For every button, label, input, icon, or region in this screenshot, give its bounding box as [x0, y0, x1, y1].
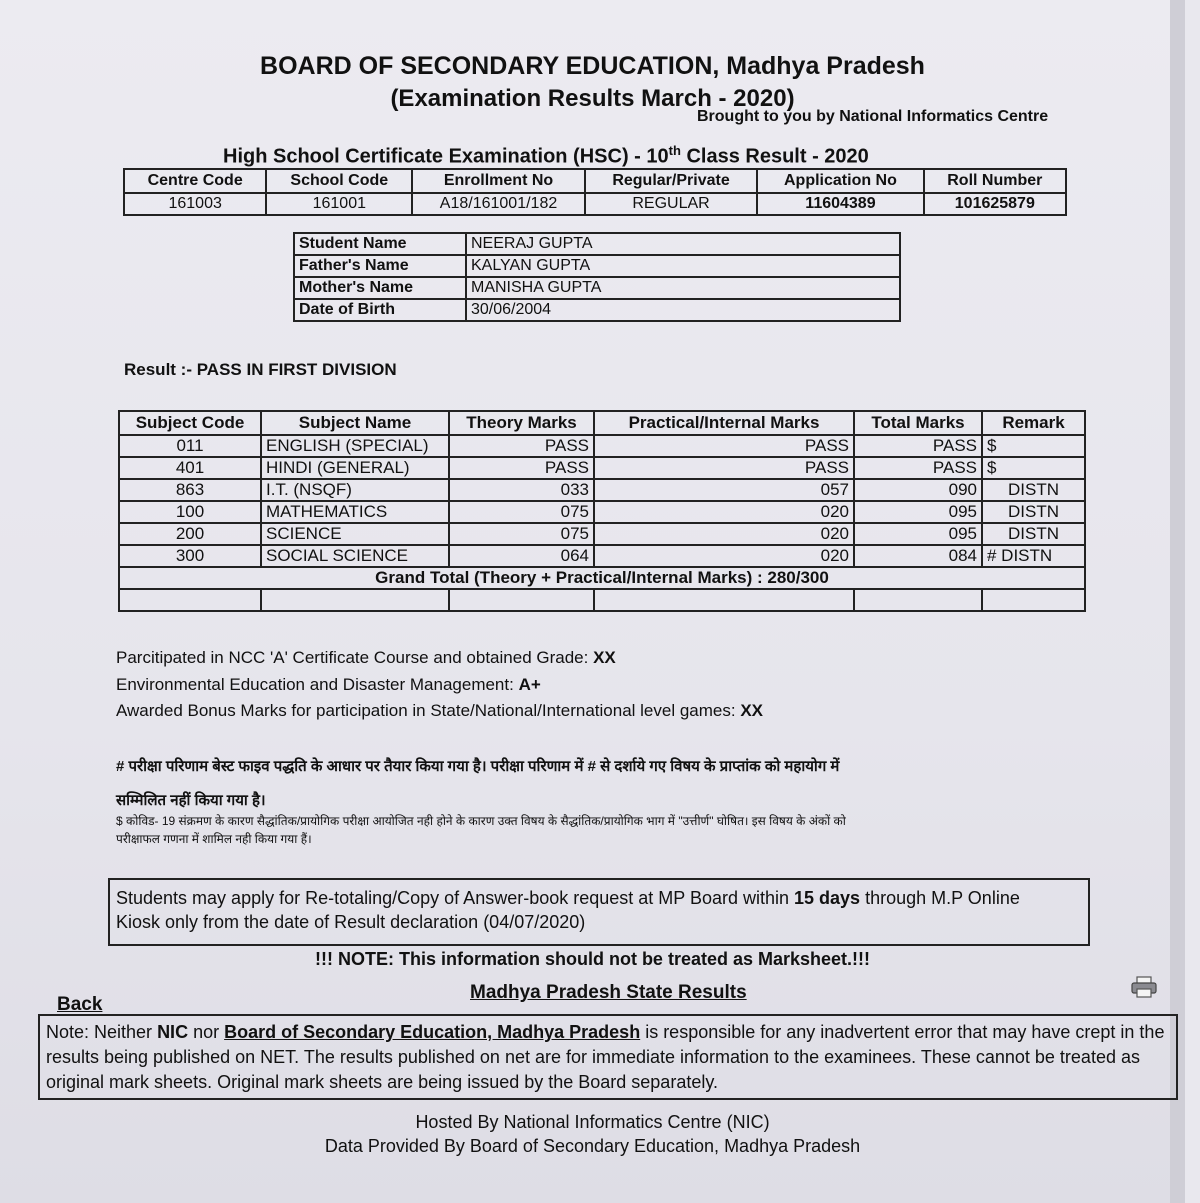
brought-by-text: Brought to you by National Informatics Centre [697, 108, 1049, 125]
practical-marks: PASS [594, 457, 854, 479]
practical-marks: PASS [594, 435, 854, 457]
data-provided-by: Data Provided By Board of Secondary Education, Madhya Pradesh [324, 1136, 861, 1156]
codes-header: Enrollment No [412, 169, 585, 193]
marks-header: Remark [982, 411, 1085, 435]
codes-header: Regular/Private [585, 169, 757, 193]
hosted-by: Hosted By National Informatics Centre (NIC) [415, 1112, 770, 1132]
remark: $ [982, 457, 1085, 479]
practical-marks: 020 [594, 523, 854, 545]
subject-name: SOCIAL SCIENCE [261, 545, 449, 567]
covid-note: $ कोविड- 19 संक्रमण के कारण सैद्धांतिक/प्रायोगिक परीक्षा आयोजित नही होने के कारण उक्त विषय के सैद्धांतिक/प्रायोगिक भाग में "उत्तीर्ण" घोषित। इस विषय के अंकों को [116, 814, 846, 828]
table-row [119, 479, 1085, 501]
mother-name-label: Mother's Name [294, 277, 466, 299]
best-five-note: # परीक्षा परिणाम बेस्ट फाइव पद्धति के आधार पर तैयार किया गया है। परीक्षा परिणाम में # से दर्शाये गए विषय के प्राप्तांक को महायोग में [116, 758, 840, 775]
table-row [119, 457, 1085, 479]
subject-code: 011 [119, 435, 261, 457]
theory-marks: 033 [449, 479, 594, 501]
exam-subtitle: (Examination Results March - 2020) [390, 85, 795, 112]
retotaling-notice: Students may apply for Re-totaling/Copy of Answer-book request at MP Board within 15 days through M.P Online Kiosk only from the date of Result declaration (04/07/2020) [108, 878, 1090, 946]
mother-name-value: MANISHA GUPTA [466, 277, 900, 299]
dob-value: 30/06/2004 [466, 299, 900, 321]
theory-marks: PASS [449, 435, 594, 457]
codes-header: Application No [757, 169, 923, 193]
marks-header: Practical/Internal Marks [594, 411, 854, 435]
total-marks: PASS [854, 457, 982, 479]
marksheet-note: !!! NOTE: This information should not be treated as Marksheet.!!! [314, 949, 871, 969]
marks-header: Theory Marks [449, 411, 594, 435]
theory-marks: PASS [449, 457, 594, 479]
codes-header: Centre Code [124, 169, 266, 193]
remark: # DISTN [982, 545, 1085, 567]
marks-header: Subject Code [119, 411, 261, 435]
school-code-value: 161001 [266, 193, 412, 215]
marks-table [118, 410, 1086, 612]
total-marks: 095 [854, 523, 982, 545]
theory-marks: 064 [449, 545, 594, 567]
remark: DISTN [982, 523, 1085, 545]
total-marks: 095 [854, 501, 982, 523]
student-name-label: Student Name [294, 233, 466, 255]
subject-code: 300 [119, 545, 261, 567]
subject-code: 863 [119, 479, 261, 501]
table-row [119, 435, 1085, 457]
marks-header: Subject Name [261, 411, 449, 435]
marks-header: Total Marks [854, 411, 982, 435]
empty-row [119, 589, 1085, 611]
subject-code: 401 [119, 457, 261, 479]
subject-code: 200 [119, 523, 261, 545]
subject-name: I.T. (NSQF) [261, 479, 449, 501]
codes-header: School Code [266, 169, 412, 193]
board-link[interactable]: Board of Secondary Education, Madhya Pradesh [224, 1022, 641, 1042]
printer-icon[interactable] [1131, 976, 1157, 998]
total-marks: 084 [854, 545, 982, 567]
theory-marks: 075 [449, 523, 594, 545]
practical-marks: 057 [594, 479, 854, 501]
remark: DISTN [982, 501, 1085, 523]
environment-grade: Environmental Education and Disaster Management: A+ [116, 675, 541, 694]
dob-label: Date of Birth [294, 299, 466, 321]
theory-marks: 075 [449, 501, 594, 523]
result-status: Result :- PASS IN FIRST DIVISION [124, 360, 397, 379]
enrollment-no-value: A18/161001/182 [412, 193, 585, 215]
regular-private-value: REGULAR [585, 193, 757, 215]
remark: DISTN [982, 479, 1085, 501]
roll-number-value: 101625879 [924, 193, 1066, 215]
practical-marks: 020 [594, 501, 854, 523]
table-row [119, 523, 1085, 545]
subject-name: HINDI (GENERAL) [261, 457, 449, 479]
board-title: BOARD OF SECONDARY EDUCATION, Madhya Pradesh [260, 52, 925, 80]
state-results-link[interactable]: Madhya Pradesh State Results [470, 982, 747, 1003]
practical-marks: 020 [594, 545, 854, 567]
bonus-marks: Awarded Bonus Marks for participation in State/National/International level games: XX [116, 701, 763, 720]
total-marks: 090 [854, 479, 982, 501]
subject-name: MATHEMATICS [261, 501, 449, 523]
codes-header: Roll Number [924, 169, 1066, 193]
total-marks: PASS [854, 435, 982, 457]
centre-code-value: 161003 [124, 193, 266, 215]
best-five-note-cont: सम्मिलित नहीं किया गया है। [116, 792, 266, 809]
personal-details-table [293, 232, 901, 322]
subject-name: SCIENCE [261, 523, 449, 545]
father-name-label: Father's Name [294, 255, 466, 277]
student-name-value: NEERAJ GUPTA [466, 233, 900, 255]
grand-total: Grand Total (Theory + Practical/Internal Marks) : 280/300 [119, 567, 1085, 589]
subject-code: 100 [119, 501, 261, 523]
table-row [119, 545, 1085, 567]
table-row [119, 501, 1085, 523]
father-name-value: KALYAN GUPTA [466, 255, 900, 277]
covid-note-cont: परीक्षाफल गणना में शामिल नही किया गया हैं। [116, 832, 312, 846]
ncc-grade: Parcitipated in NCC 'A' Certificate Course and obtained Grade: XX [116, 648, 616, 667]
disclaimer-box: Note: Neither NIC nor Board of Secondary Education, Madhya Pradesh is responsible for any inadvertent error that may have crept in the results being published on NET. The results published on net are for immediate information to the examinees. These cannot be treated as original mark sheets. Original mark sheets are being issued by the Board separately. [38, 1014, 1178, 1100]
codes-table [123, 168, 1067, 216]
exam-title: High School Certificate Examination (HSC) - 10th Class Result - 2020 [223, 143, 869, 168]
back-link[interactable]: Back [57, 994, 103, 1015]
remark: $ [982, 435, 1085, 457]
application-no-value: 11604389 [757, 193, 923, 215]
subject-name: ENGLISH (SPECIAL) [261, 435, 449, 457]
